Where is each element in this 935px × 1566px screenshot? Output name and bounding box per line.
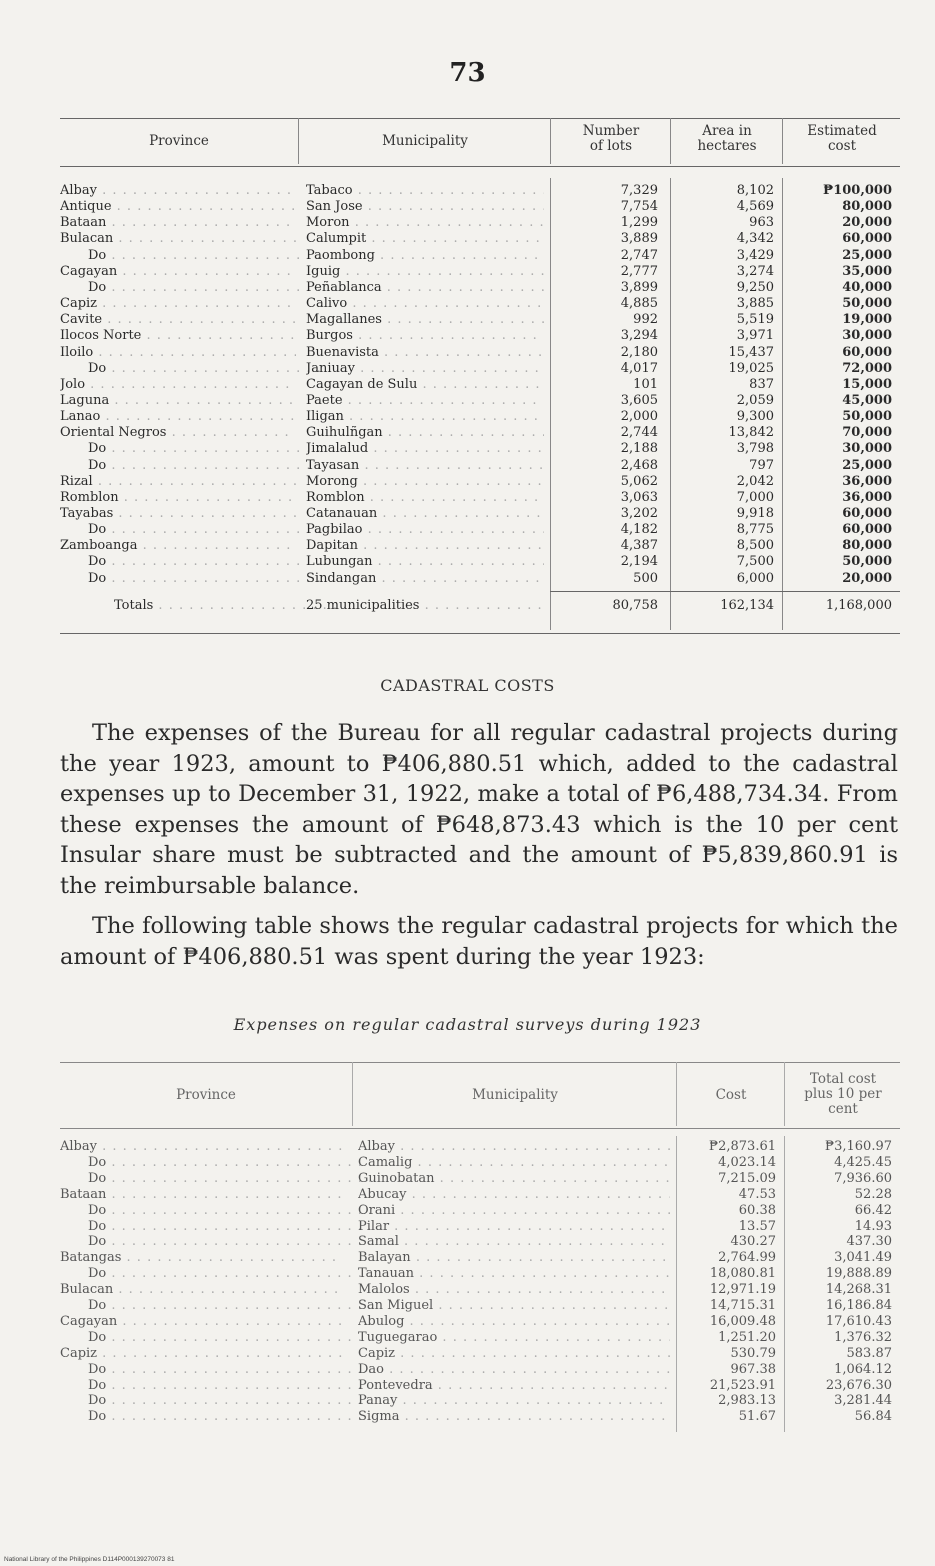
column-divider — [550, 118, 551, 164]
municipality-cell: Pilar . . . — [358, 1220, 670, 1234]
lots-cell: 500 — [633, 571, 658, 586]
area-cell: 3,274 — [736, 264, 774, 279]
lots-cell: 5,062 — [620, 474, 658, 489]
totals-row — [60, 599, 900, 613]
municipality-cell: Paombong . . . — [306, 249, 544, 263]
municipality-cell: Tuguegarao . . . — [358, 1331, 670, 1345]
table-row — [60, 297, 900, 311]
province-cell: Tayabas . . . — [60, 507, 296, 521]
area-cell: 2,042 — [736, 474, 774, 489]
lots-cell: 2,000 — [620, 410, 658, 425]
header-area: Area in hectares — [697, 123, 757, 154]
paragraph-expenses-text: The expenses of the Bureau for all regular cadastral projects during the year 1923, amount to ₱406,880.51 which, added to the cadastral expenses up to December 31, 1922, make a total of ₱6,488,734.34. From these expenses the amount of ₱648,873.43 which is the 10 per cent Insular share must be subtracted and the amount of ₱5,839,860.91 is the reimbursable balance. — [60, 720, 898, 899]
table-row — [60, 265, 900, 279]
total-cell: 7,936.60 — [834, 1171, 892, 1186]
area-cell: 3,798 — [736, 442, 774, 457]
table-row — [60, 1140, 900, 1154]
area-cell: 9,300 — [736, 410, 774, 425]
province-cell: Do . . . — [60, 555, 324, 569]
table-row — [60, 475, 900, 489]
cost-cell: 80,000 — [842, 200, 892, 215]
cost-cell: 2,983.13 — [718, 1394, 776, 1409]
province-cell: Do . . . — [60, 442, 324, 456]
table-row — [60, 329, 900, 343]
area-cell: 3,971 — [736, 329, 774, 344]
municipality-cell: Janiuay . . . — [306, 362, 544, 376]
lots-cell: 2,180 — [620, 345, 658, 360]
header-bottom-rule — [60, 166, 900, 167]
cost-cell: 25,000 — [842, 458, 892, 473]
total-cell: 583.87 — [846, 1346, 892, 1361]
lots-cell: 4,017 — [620, 361, 658, 376]
cost-cell: 19,000 — [842, 313, 892, 328]
lots-cell: 4,182 — [620, 523, 658, 538]
table-row — [60, 1283, 900, 1297]
table-row — [60, 1379, 900, 1393]
table-top-rule — [60, 118, 900, 119]
area-cell: 19,025 — [728, 361, 774, 376]
cost-cell: 13.57 — [738, 1219, 776, 1234]
province-cell: Capiz . . . — [60, 297, 296, 311]
section-heading: CADASTRAL COSTS — [380, 676, 555, 695]
municipality-cell: Peñablanca . . . — [306, 281, 544, 295]
cost-cell: 36,000 — [842, 490, 892, 505]
cost-cell: 60.38 — [738, 1203, 776, 1218]
cost-cell: 20,000 — [842, 571, 892, 586]
cost-cell: 530.79 — [730, 1346, 776, 1361]
table-row — [60, 555, 900, 569]
cost-cell: 60,000 — [842, 523, 892, 538]
cost-cell: 20,000 — [842, 216, 892, 231]
province-cell: Do . . . — [60, 1379, 370, 1393]
header-municipality: Municipality — [472, 1087, 558, 1103]
footer-credit: National Library of the Philippines D114P000139270073 81 — [4, 1556, 175, 1563]
cost-cell: 51.67 — [738, 1410, 776, 1425]
total-cell: 17,610.43 — [825, 1314, 892, 1329]
area-cell: 7,000 — [736, 490, 774, 505]
table-row — [60, 1220, 900, 1234]
area-cell: 13,842 — [728, 426, 774, 441]
total-cell: 16,186.84 — [825, 1299, 892, 1313]
paragraph-following-table — [60, 911, 898, 972]
municipality-cell: Abucay . . . — [358, 1188, 670, 1202]
province-cell: Bulacan . . . — [60, 1283, 342, 1297]
column-divider — [670, 178, 671, 630]
table-row — [60, 216, 900, 230]
municipality-cell: Guinobatan . . . — [358, 1172, 670, 1186]
total-cell: 14.93 — [854, 1219, 892, 1234]
column-divider — [550, 178, 551, 630]
table-row — [60, 378, 900, 392]
cost-cell: 60,000 — [842, 507, 892, 521]
table-row — [60, 362, 900, 376]
municipality-cell: Magallanes . . . — [306, 313, 544, 327]
cost-cell: 36,000 — [842, 474, 892, 489]
municipality-cell: Dao . . . — [358, 1363, 670, 1377]
cost-cell: 25,000 — [842, 248, 892, 263]
table-row — [60, 1331, 900, 1345]
province-cell: Do . . . — [60, 1220, 370, 1234]
table-row — [60, 507, 900, 521]
cost-cell: 35,000 — [842, 264, 892, 279]
table-row — [60, 184, 900, 198]
lots-cell: 2,744 — [620, 426, 658, 441]
lots-table — [60, 118, 900, 638]
table-row — [60, 572, 900, 586]
header-municipality: Municipality — [382, 133, 468, 149]
municipality-cell: Tanauan . . . — [358, 1267, 670, 1281]
table-row — [60, 1394, 900, 1408]
municipality-cell: Morong . . . — [306, 475, 544, 489]
area-cell: 4,569 — [736, 200, 774, 215]
province-cell: Do . . . — [60, 1172, 370, 1186]
province-cell: Laguna . . . — [60, 394, 296, 408]
lots-cell: 101 — [633, 377, 658, 392]
header-province: Province — [176, 1087, 236, 1103]
header-bottom-rule — [60, 1128, 900, 1129]
column-divider — [676, 1062, 677, 1126]
area-cell: 9,918 — [736, 507, 774, 521]
totals-rule — [550, 591, 900, 592]
municipality-cell: Guihulñgan . . . — [306, 426, 544, 440]
table-row — [60, 523, 900, 537]
table-row — [60, 491, 900, 505]
cost-cell: 967.38 — [730, 1362, 776, 1377]
municipality-cell: Buenavista . . . — [306, 346, 544, 360]
municipality-cell: San Jose . . . — [306, 200, 544, 214]
table-row — [60, 346, 900, 360]
province-cell: Rizal . . . — [60, 475, 296, 489]
area-cell: 3,885 — [736, 297, 774, 312]
municipality-cell: Capiz . . . — [358, 1347, 670, 1361]
page-number: 73 — [449, 58, 486, 88]
header-lots: Number of lots — [582, 123, 640, 154]
area-cell: 797 — [749, 458, 774, 473]
lots-cell: 992 — [633, 313, 658, 328]
column-divider — [782, 118, 783, 164]
municipality-cell: Panay . . . — [358, 1394, 670, 1408]
area-cell: 5,519 — [736, 313, 774, 328]
table-row — [60, 1267, 900, 1281]
municipality-cell: Calumpit . . . — [306, 232, 544, 246]
column-divider — [782, 178, 783, 630]
municipality-cell: Romblon . . . — [306, 491, 544, 505]
municipality-cell: Catanauan . . . — [306, 507, 544, 521]
province-cell: Do . . . — [60, 1363, 370, 1377]
area-cell: 8,102 — [736, 184, 774, 198]
cost-cell: 72,000 — [842, 361, 892, 376]
cost-cell: 430.27 — [730, 1235, 776, 1250]
cost-cell: 45,000 — [842, 393, 892, 408]
lots-cell: 4,885 — [620, 297, 658, 312]
table-row — [60, 200, 900, 214]
cost-cell: 1,251.20 — [718, 1330, 776, 1345]
table-row — [60, 1363, 900, 1377]
lots-cell: 7,329 — [620, 184, 658, 198]
totals-label: Totals . . . — [74, 599, 336, 613]
municipality-cell: Iguig . . . — [306, 265, 544, 279]
table-row — [60, 232, 900, 246]
lots-cell: 2,194 — [620, 555, 658, 570]
area-cell: 8,500 — [736, 539, 774, 554]
table-row — [60, 281, 900, 295]
area-cell: 4,342 — [736, 232, 774, 247]
lots-cell: 2,747 — [620, 248, 658, 263]
municipality-cell: Orani . . . — [358, 1204, 670, 1218]
lots-cell: 3,202 — [620, 507, 658, 521]
total-cell: 52.28 — [854, 1187, 892, 1202]
table-top-rule — [60, 1062, 900, 1063]
paragraph-expenses — [60, 718, 898, 901]
table-row — [60, 1315, 900, 1329]
totals-municipality: 25 municipalities . . . — [306, 599, 544, 613]
municipality-cell: Cagayan de Sulu . . . — [306, 378, 544, 392]
total-cell: 3,041.49 — [834, 1251, 892, 1266]
province-cell: Do . . . — [60, 249, 324, 263]
table-caption: Expenses on regular cadastral surveys during 1923 — [233, 1015, 702, 1034]
lots-cell: 2,468 — [620, 458, 658, 473]
province-cell: Bulacan . . . — [60, 232, 296, 246]
province-cell: Do . . . — [60, 1267, 370, 1281]
column-divider — [784, 1062, 785, 1126]
cost-cell: 30,000 — [842, 442, 892, 457]
cost-cell: 21,523.91 — [709, 1378, 776, 1393]
total-cell: ₱3,160.97 — [824, 1140, 892, 1154]
table-row — [60, 1204, 900, 1218]
cost-cell: 2,764.99 — [718, 1251, 776, 1266]
municipality-cell: Pagbilao . . . — [306, 523, 544, 537]
province-cell: Antique . . . — [60, 200, 296, 214]
province-cell: Do . . . — [60, 1235, 370, 1249]
table-row — [60, 410, 900, 424]
municipality-cell: San Miguel . . . — [358, 1299, 670, 1313]
area-cell: 2,059 — [736, 393, 774, 408]
municipality-cell: Samal . . . — [358, 1235, 670, 1249]
lots-cell: 3,889 — [620, 232, 658, 247]
table-row — [60, 1156, 900, 1170]
province-cell: Do . . . — [60, 1410, 370, 1424]
municipality-cell: Dapitan . . . — [306, 539, 544, 553]
province-cell: Do . . . — [60, 459, 324, 473]
province-cell: Do . . . — [60, 281, 324, 295]
municipality-cell: Balayan . . . — [358, 1251, 670, 1265]
table-row — [60, 1172, 900, 1186]
municipality-cell: Sindangan . . . — [306, 572, 544, 586]
municipality-cell: Jimalalud . . . — [306, 442, 544, 456]
table-row — [60, 313, 900, 327]
cost-cell: ₱100,000 — [822, 184, 892, 198]
province-cell: Albay . . . — [60, 184, 296, 198]
total-cell: 1,376.32 — [834, 1330, 892, 1345]
total-cell: 19,888.89 — [825, 1267, 892, 1282]
header-total: Total cost plus 10 per cent — [804, 1071, 882, 1117]
province-cell: Oriental Negros . . . — [60, 426, 296, 440]
province-cell: Cavite . . . — [60, 313, 296, 327]
province-cell: Capiz . . . — [60, 1347, 342, 1361]
cost-cell: 16,009.48 — [709, 1314, 776, 1329]
cost-cell: 47.53 — [738, 1187, 776, 1202]
municipality-cell: Sigma . . . — [358, 1410, 670, 1424]
municipality-cell: Abulog . . . — [358, 1315, 670, 1329]
province-cell: Albay . . . — [60, 1140, 342, 1154]
province-cell: Lanao . . . — [60, 410, 296, 424]
province-cell: Do . . . — [60, 362, 324, 376]
total-cell: 56.84 — [854, 1410, 892, 1425]
province-cell: Bataan . . . — [60, 1188, 342, 1202]
municipality-cell: Camalig . . . — [358, 1156, 670, 1170]
table-row — [60, 249, 900, 263]
province-cell: Do . . . — [60, 523, 324, 537]
area-cell: 837 — [749, 377, 774, 392]
municipality-cell: Albay . . . — [358, 1140, 670, 1154]
table-row — [60, 539, 900, 553]
cost-cell: ₱2,873.61 — [708, 1140, 776, 1154]
province-cell: Romblon . . . — [60, 491, 296, 505]
province-cell: Do . . . — [60, 1331, 370, 1345]
area-cell: 15,437 — [728, 345, 774, 360]
table-bottom-rule — [60, 633, 900, 634]
province-cell: Do . . . — [60, 1156, 370, 1170]
lots-cell: 2,777 — [620, 264, 658, 279]
province-cell: Do . . . — [60, 1394, 370, 1408]
cost-cell: 4,023.14 — [718, 1155, 776, 1170]
area-cell: 9,250 — [736, 280, 774, 295]
cost-cell: 70,000 — [842, 426, 892, 441]
cost-cell: 50,000 — [842, 555, 892, 570]
municipality-cell: Pontevedra . . . — [358, 1379, 670, 1393]
cost-cell: 18,080.81 — [709, 1267, 776, 1282]
area-cell: 8,775 — [736, 523, 774, 538]
cost-cell: 15,000 — [842, 377, 892, 392]
cost-cell: 14,715.31 — [709, 1299, 776, 1313]
municipality-cell: Burgos . . . — [306, 329, 544, 343]
cost-cell: 50,000 — [842, 410, 892, 425]
province-cell: Do . . . — [60, 572, 324, 586]
table-row — [60, 1347, 900, 1361]
cost-cell: 12,971.19 — [709, 1283, 776, 1298]
table-row — [60, 1188, 900, 1202]
area-cell: 6,000 — [736, 571, 774, 586]
column-divider — [670, 118, 671, 164]
municipality-cell: Iligan . . . — [306, 410, 544, 424]
column-divider — [352, 1062, 353, 1126]
column-divider — [676, 1136, 677, 1432]
totals-cost: 1,168,000 — [825, 599, 892, 613]
header-cost: Cost — [715, 1087, 747, 1103]
lots-cell: 7,754 — [620, 200, 658, 215]
province-cell: Cagayan . . . — [60, 1315, 342, 1329]
municipality-cell: Calivo . . . — [306, 297, 544, 311]
totals-area: 162,134 — [720, 599, 774, 613]
cost-cell: 40,000 — [842, 280, 892, 295]
province-cell: Zamboanga . . . — [60, 539, 296, 553]
municipality-cell: Paete . . . — [306, 394, 544, 408]
lots-cell: 3,899 — [620, 280, 658, 295]
total-cell: 3,281.44 — [834, 1394, 892, 1409]
table-row — [60, 1251, 900, 1265]
column-divider — [298, 118, 299, 164]
province-cell: Do . . . — [60, 1204, 370, 1218]
cost-cell: 50,000 — [842, 297, 892, 312]
total-cell: 1,064.12 — [834, 1362, 892, 1377]
header-province: Province — [149, 133, 209, 149]
table-row — [60, 442, 900, 456]
column-divider — [784, 1136, 785, 1432]
area-cell: 3,429 — [736, 248, 774, 263]
lots-cell: 3,063 — [620, 490, 658, 505]
total-cell: 66.42 — [854, 1203, 892, 1218]
area-cell: 963 — [749, 216, 774, 231]
municipality-cell: Tabaco . . . — [306, 184, 544, 198]
province-cell: Cagayan . . . — [60, 265, 296, 279]
lots-cell: 3,294 — [620, 329, 658, 344]
table-row — [60, 459, 900, 473]
province-cell: Do . . . — [60, 1299, 370, 1313]
total-cell: 437.30 — [846, 1235, 892, 1250]
header-cost: Estimated cost — [807, 123, 877, 154]
paragraph-following-table-text: The following table shows the regular cadastral projects for which the amount of ₱406,880.51 was spent during the year 1923: — [60, 913, 898, 970]
province-cell: Batangas . . . — [60, 1251, 342, 1265]
table-row — [60, 426, 900, 440]
province-cell: Bataan . . . — [60, 216, 296, 230]
table-row — [60, 394, 900, 408]
province-cell: Iloilo . . . — [60, 346, 296, 360]
total-cell: 23,676.30 — [825, 1378, 892, 1393]
lots-cell: 2,188 — [620, 442, 658, 457]
totals-lots: 80,758 — [612, 599, 658, 613]
total-cell: 4,425.45 — [834, 1155, 892, 1170]
cost-cell: 7,215.09 — [718, 1171, 776, 1186]
municipality-cell: Moron . . . — [306, 216, 544, 230]
table-row — [60, 1235, 900, 1249]
lots-cell: 4,387 — [620, 539, 658, 554]
cost-cell: 80,000 — [842, 539, 892, 554]
municipality-cell: Lubungan . . . — [306, 555, 544, 569]
lots-cell: 1,299 — [620, 216, 658, 231]
lots-cell: 3,605 — [620, 393, 658, 408]
cost-cell: 30,000 — [842, 329, 892, 344]
table-row — [60, 1410, 900, 1424]
cost-cell: 60,000 — [842, 345, 892, 360]
municipality-cell: Malolos . . . — [358, 1283, 670, 1297]
municipality-cell: Tayasan . . . — [306, 459, 544, 473]
province-cell: Jolo . . . — [60, 378, 296, 392]
cost-cell: 60,000 — [842, 232, 892, 247]
expenses-table — [60, 1062, 900, 1442]
area-cell: 7,500 — [736, 555, 774, 570]
table-row — [60, 1299, 900, 1313]
total-cell: 14,268.31 — [825, 1283, 892, 1298]
province-cell: Ilocos Norte . . . — [60, 329, 296, 343]
